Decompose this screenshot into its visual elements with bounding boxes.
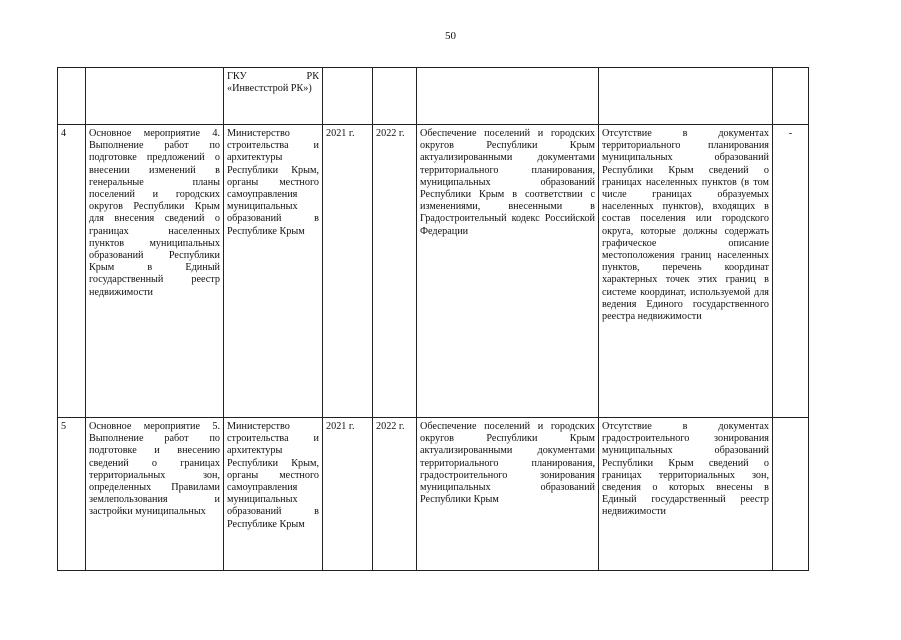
measure-cell: Основное мероприятие 5. Выполнение работ по подготовке и внесению сведений о границах территориальных зон, определенных Правилами землепользования и застройки муниципальных xyxy=(86,418,224,571)
executor-cell: ГКУ РК «Инвестстрой РК») xyxy=(224,68,323,125)
start-year-cell: 2021 г. xyxy=(323,125,373,418)
link-cell xyxy=(773,68,809,125)
measure-cell: Основное мероприятие 4. Выполнение работ по подготовке предложений о внесении изменений в генеральные планы поселений и городских округов Республики Крым для внесения сведений о границах населенных пунктов муниципальных образований Республики Крым в Единый государственный реестр недвижимости xyxy=(86,125,224,418)
table-row xyxy=(58,125,809,418)
row-number-cell: 5 xyxy=(58,418,86,571)
end-year-cell xyxy=(373,68,417,125)
row-number-cell: 4 xyxy=(58,125,86,418)
measure-cell xyxy=(86,68,224,125)
row-number-cell xyxy=(58,68,86,125)
page-number: 50 xyxy=(445,30,456,42)
expected-result-cell xyxy=(417,68,599,125)
link-cell: - xyxy=(773,125,809,418)
consequence-cell xyxy=(599,68,773,125)
consequence-cell: Отсутствие в документах градостроительного зонирования муниципальных образований Республики Крым сведений о границах территориальных зон, сведения о которых внесены в Единый государственный реестр недвижимости xyxy=(599,418,773,571)
expected-result-cell: Обеспечение поселений и городских округов Республики Крым актуализированными документами территориального планирования, градостроительного зонирования муниципальных образований Республики Крым xyxy=(417,418,599,571)
program-measures-table xyxy=(57,67,809,571)
start-year-cell xyxy=(323,68,373,125)
table-row xyxy=(58,418,809,571)
executor-cell: Министерство строительства и архитектуры Республики Крым, органы местного самоуправления муниципальных образований в Республике Крым xyxy=(224,125,323,418)
executor-cell: Министерство строительства и архитектуры Республики Крым, органы местного самоуправления муниципальных образований в Республике Крым xyxy=(224,418,323,571)
link-cell xyxy=(773,418,809,571)
table-row xyxy=(58,68,809,125)
end-year-cell: 2022 г. xyxy=(373,125,417,418)
consequence-cell: Отсутствие в документах территориального планирования муниципальных образований Республики Крым сведений о границах населенных пунктов (в том числе границах образуемых населенных пунктов), входящих в состав поселения или городского округа, которые должны содержать графическое описание местоположения границ населенных пунктов, перечень координат характерных точек этих границ в системе координат, используемой для ведения Единого государственного реестра недвижимости xyxy=(599,125,773,418)
expected-result-cell: Обеспечение поселений и городских округов Республики Крым актуализированными документами территориального планирования, муниципальных образований Республики Крым в соответствии с изменениями, внесенными в Градостроительный кодекс Российской Федерации xyxy=(417,125,599,418)
end-year-cell: 2022 г. xyxy=(373,418,417,571)
start-year-cell: 2021 г. xyxy=(323,418,373,571)
